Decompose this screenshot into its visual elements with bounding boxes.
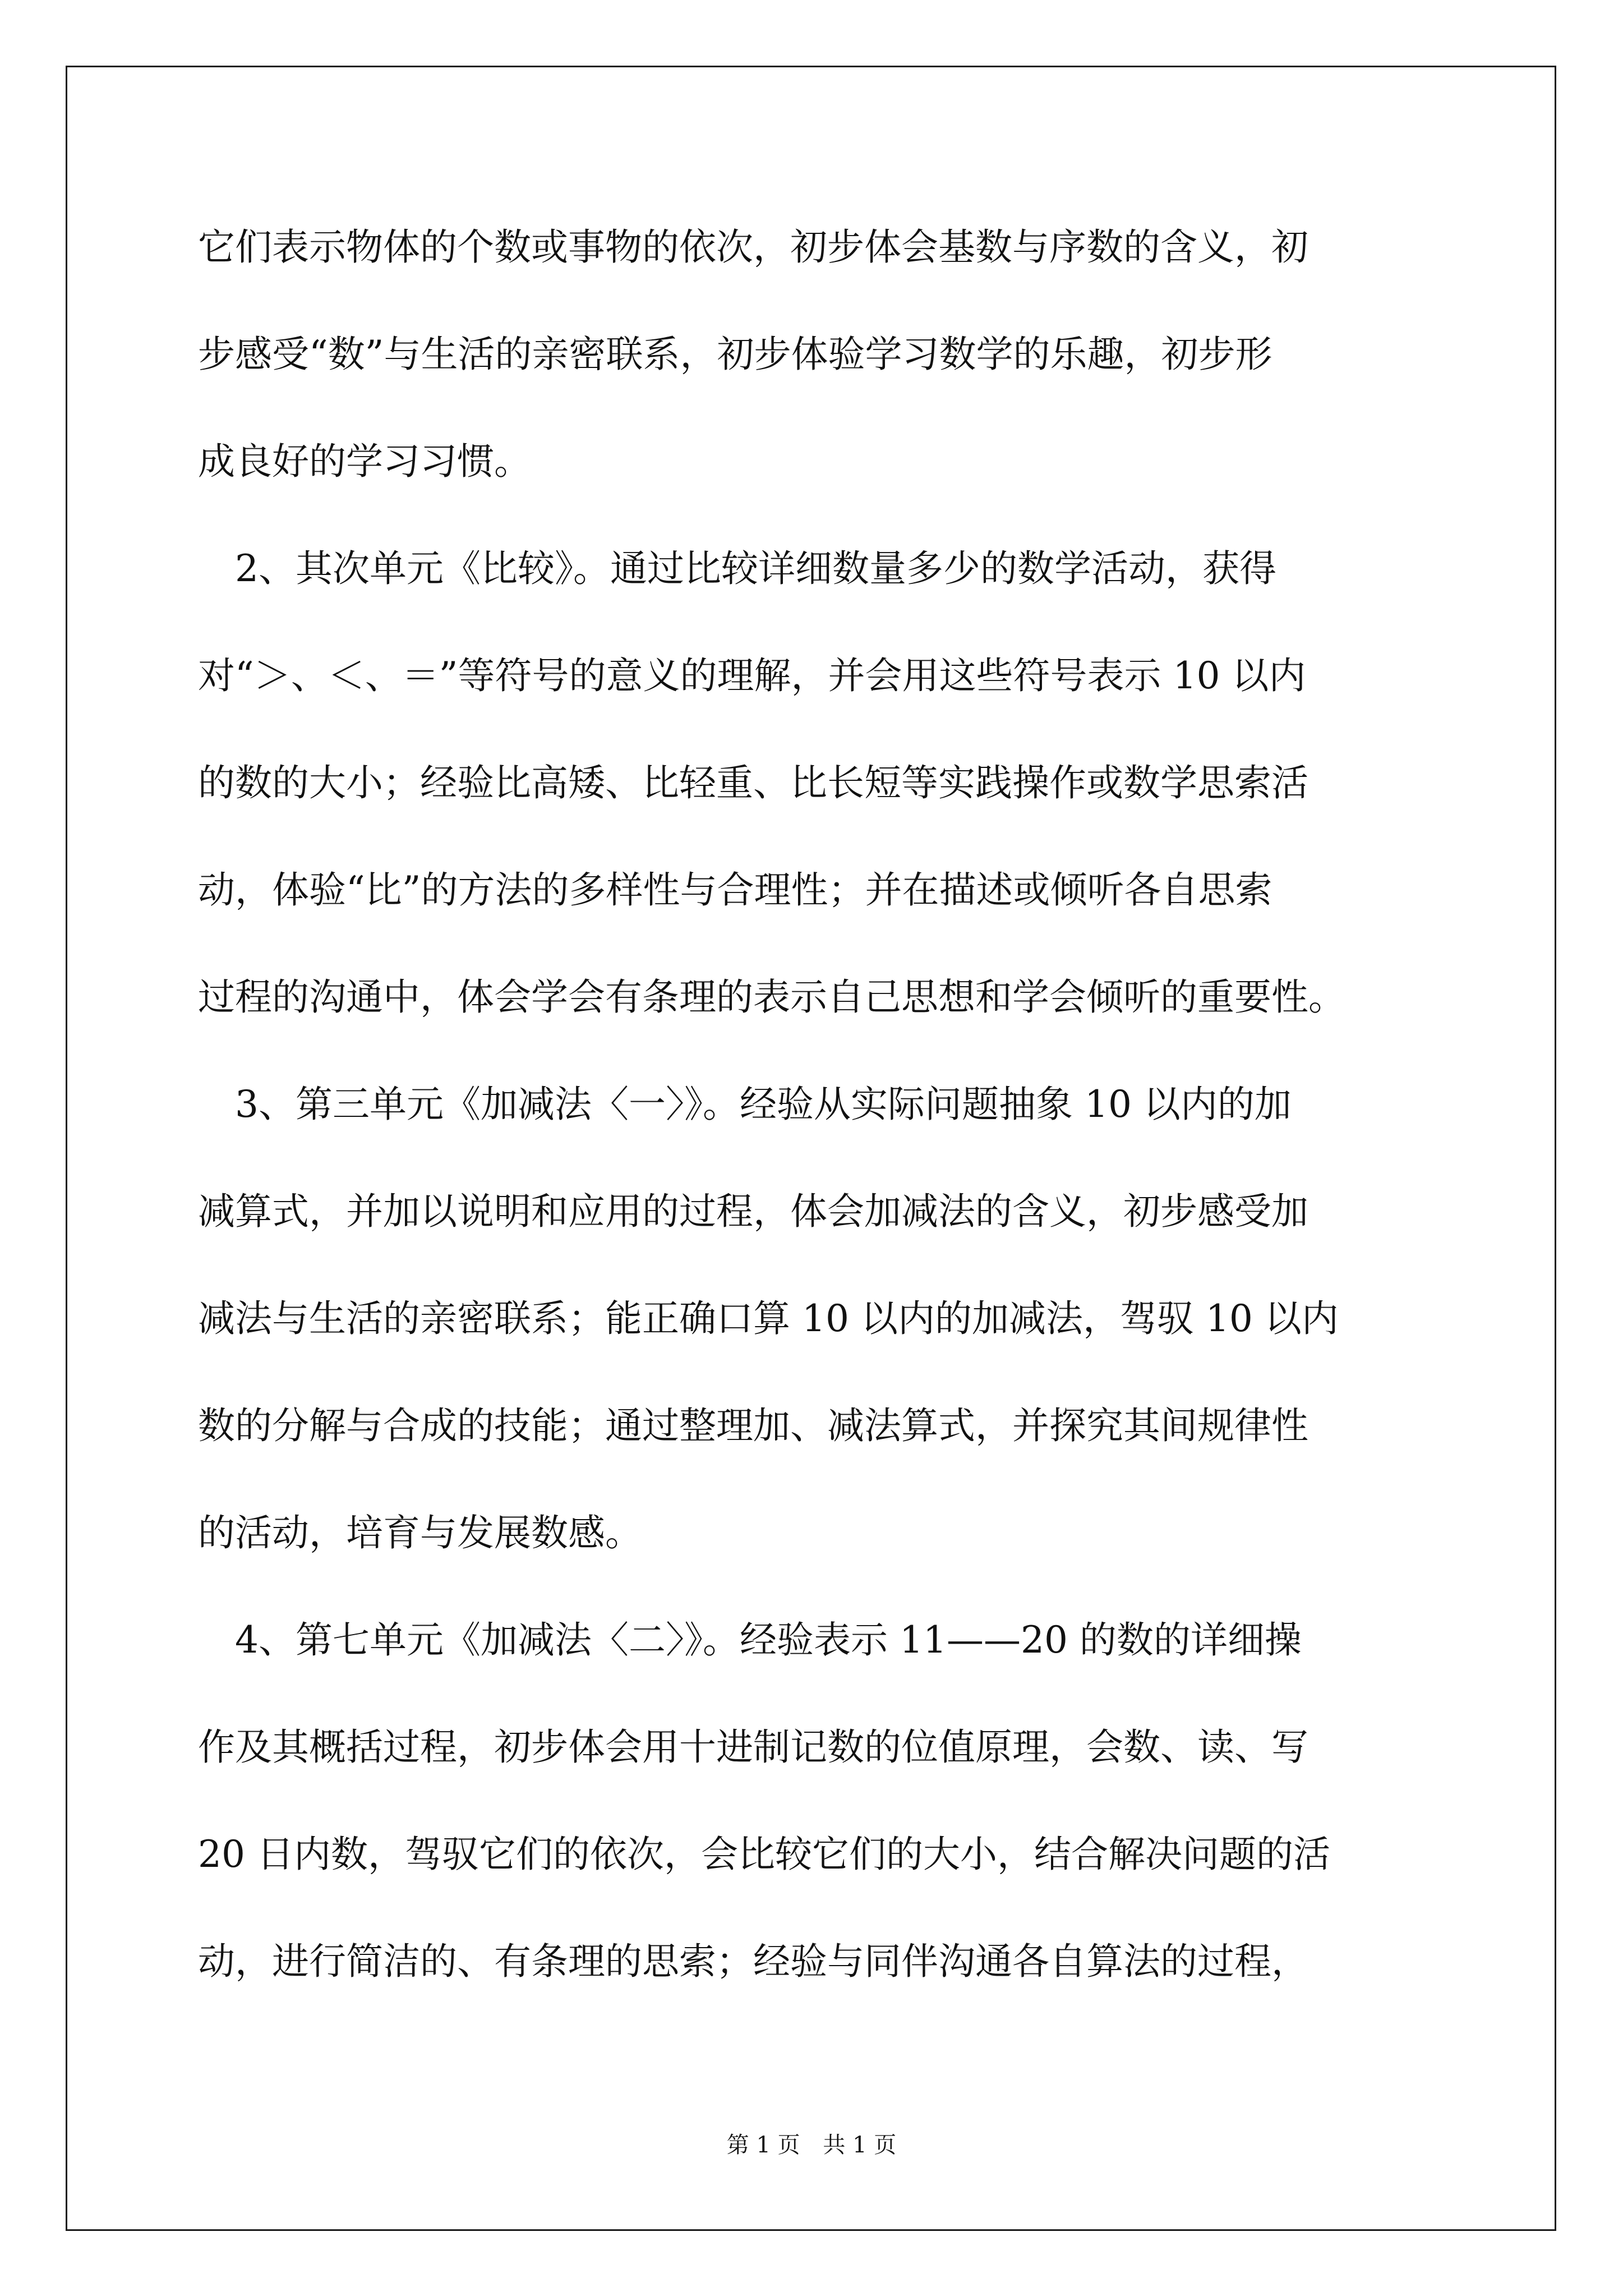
text-line: 减算式，并加以说明和应用的过程，体会加减法的含义，初步感受加 [198, 1190, 1308, 1233]
text-line: 动，进行简洁的、有条理的思索；经验与同伴沟通各自算法的过程， [198, 1940, 1308, 1983]
text-line: 2、其次单元《比较》。通过比较详细数量多少的数学活动，获得 [198, 547, 1276, 590]
document-body [198, 194, 1432, 2015]
text-line: 20 日内数，驾驭它们的依次，会比较它们的大小，结合解决问题的活 [198, 1833, 1330, 1876]
text-line: 动，体验“比”的方法的多样性与合理性；并在描述或倾听各自思索 [198, 868, 1272, 912]
text-line: 步感受“数”与生活的亲密联系，初步体验学习数学的乐趣，初步形 [198, 333, 1272, 376]
page-footer [0, 2127, 1623, 2159]
text-line: 它们表示物体的个数或事物的依次，初步体会基数与序数的含义，初 [198, 226, 1308, 269]
text-line: 对“＞、＜、＝”等符号的意义的理解，并会用这些符号表示 10 以内 [198, 654, 1306, 697]
text-line: 作及其概括过程，初步体会用十进制记数的位值原理，会数、读、写 [198, 1726, 1308, 1769]
page-total: 共 1 页 [823, 2132, 897, 2158]
text-line: 数的分解与合成的技能；通过整理加、减法算式，并探究其间规律性 [198, 1404, 1308, 1447]
text-line: 3、第三单元《加减法〈一〉》。经验从实际问题抽象 10 以内的加 [198, 1083, 1292, 1126]
text-line: 过程的沟通中，体会学会有条理的表示自己思想和学会倾听的重要性。 [198, 976, 1345, 1019]
text-line: 的活动，培育与发展数感。 [198, 1511, 642, 1554]
page-number: 第 1 页 [726, 2132, 800, 2158]
text-line: 减法与生活的亲密联系；能正确口算 10 以内的加减法，驾驭 10 以内 [198, 1297, 1339, 1340]
text-line: 成良好的学习习惯。 [198, 440, 531, 483]
text-line: 的数的大小；经验比高矮、比轻重、比长短等实践操作或数学思索活 [198, 761, 1308, 804]
text-line: 4、第七单元《加减法〈二〉》。经验表示 11——20 的数的详细操 [198, 1618, 1302, 1662]
